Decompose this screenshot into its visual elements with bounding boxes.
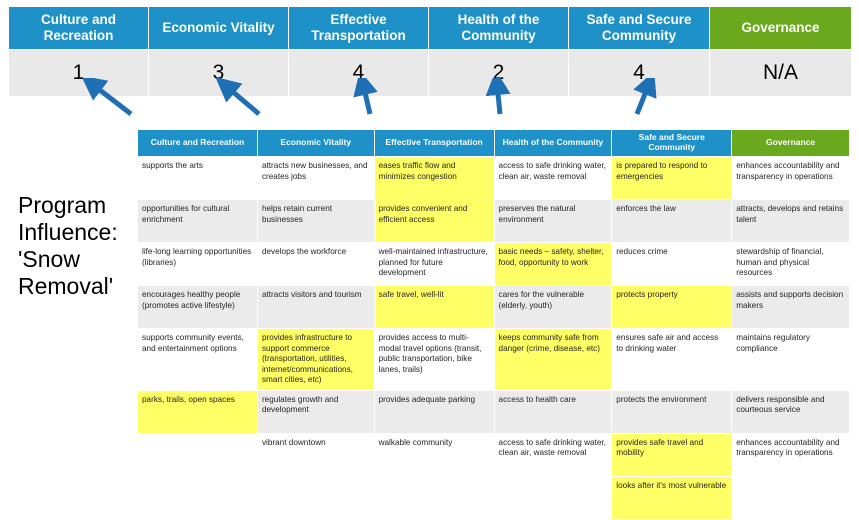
matrix-header-economic-vitality: Economic Vitality <box>257 130 374 157</box>
matrix-cell: keeps community safe from danger (crime, disease, etc) <box>494 329 612 391</box>
matrix-cell: access to safe drinking water, clean air, waste removal <box>494 433 612 476</box>
table-row <box>138 286 850 329</box>
table-row <box>138 329 850 391</box>
outcomes-matrix-panel <box>137 129 850 520</box>
matrix-cell: regulates growth and development <box>257 390 374 433</box>
matrix-cell: well-maintained infrastructure, planned for future development <box>374 243 494 286</box>
matrix-cell-empty <box>732 476 850 519</box>
table-row <box>138 390 850 433</box>
table-row <box>138 243 850 286</box>
outcomes-matrix-table <box>137 129 850 520</box>
caption-line-3: 'Snow <box>18 246 80 273</box>
table-row <box>138 433 850 476</box>
matrix-cell: provides safe travel and mobility <box>612 433 732 476</box>
matrix-header-row <box>138 130 850 157</box>
matrix-cell-empty <box>138 476 258 519</box>
program-influence-caption <box>18 192 133 301</box>
matrix-cell-empty <box>257 476 374 519</box>
matrix-cell: parks, trails, open spaces <box>138 390 258 433</box>
score-header-culture-and-recreation: Culture and Recreation <box>9 7 149 50</box>
matrix-cell: opportunities for cultural enrichment <box>138 200 258 243</box>
matrix-cell: helps retain current businesses <box>257 200 374 243</box>
matrix-header-governance: Governance <box>732 130 850 157</box>
matrix-cell: attracts new businesses, and creates jobs <box>257 157 374 200</box>
score-header-governance: Governance <box>710 7 852 50</box>
matrix-cell: provides infrastructure to support commerce (transportation, utilities, internet/communications, smart cities, etc) <box>257 329 374 391</box>
matrix-header-safe-and-secure-community: Safe and Secure Community <box>612 130 732 157</box>
matrix-cell: preserves the natural environment <box>494 200 612 243</box>
score-value-health-of-the-community: 2 <box>429 50 569 97</box>
score-header-row <box>9 7 852 50</box>
matrix-cell: is prepared to respond to emergencies <box>612 157 732 200</box>
matrix-cell: life-long learning opportunities (libraries) <box>138 243 258 286</box>
matrix-cell: attracts, develops and retains talent <box>732 200 850 243</box>
matrix-cell: vibrant downtown <box>257 433 374 476</box>
matrix-cell: enhances accountability and transparency in operations <box>732 157 850 200</box>
score-header-health-of-the-community: Health of the Community <box>429 7 569 50</box>
matrix-cell: develops the workforce <box>257 243 374 286</box>
matrix-cell: supports the arts <box>138 157 258 200</box>
matrix-cell-empty <box>138 433 258 476</box>
matrix-cell: provides access to multi-modal travel options (transit, public transportation, bike lanes, trails) <box>374 329 494 391</box>
score-value-culture-and-recreation: 1 <box>9 50 149 97</box>
matrix-cell-empty <box>374 476 494 519</box>
score-value-safe-and-secure-community: 4 <box>569 50 710 97</box>
matrix-cell: protects the environment <box>612 390 732 433</box>
matrix-cell: safe travel, well-lit <box>374 286 494 329</box>
matrix-cell: protects property <box>612 286 732 329</box>
caption-line-2: Influence: <box>18 219 118 246</box>
score-value-effective-transportation: 4 <box>289 50 429 97</box>
matrix-cell: basic needs – safety, shelter, food, opportunity to work <box>494 243 612 286</box>
matrix-cell: reduces crime <box>612 243 732 286</box>
matrix-cell: cares for the vulnerable (elderly, youth) <box>494 286 612 329</box>
score-summary-panel <box>8 6 851 97</box>
table-row <box>138 157 850 200</box>
score-header-effective-transportation: Effective Transportation <box>289 7 429 50</box>
score-value-governance: N/A <box>710 50 852 97</box>
matrix-cell: encourages healthy people (promotes active lifestyle) <box>138 286 258 329</box>
matrix-cell: eases traffic flow and minimizes congestion <box>374 157 494 200</box>
matrix-cell: provides adequate parking <box>374 390 494 433</box>
matrix-cell: walkable community <box>374 433 494 476</box>
score-header-safe-and-secure-community: Safe and Secure Community <box>569 7 710 50</box>
caption-line-4: Removal' <box>18 273 114 300</box>
matrix-cell: assists and supports decision makers <box>732 286 850 329</box>
matrix-header-health-of-the-community: Health of the Community <box>494 130 612 157</box>
matrix-cell: delivers responsible and courteous service <box>732 390 850 433</box>
matrix-cell: maintains regulatory compliance <box>732 329 850 391</box>
matrix-header-effective-transportation: Effective Transportation <box>374 130 494 157</box>
matrix-cell: access to safe drinking water, clean air, waste removal <box>494 157 612 200</box>
table-row <box>138 476 850 519</box>
caption-line-1: Program <box>18 192 107 218</box>
table-row <box>138 200 850 243</box>
matrix-cell: stewardship of financial, human and physical resources <box>732 243 850 286</box>
matrix-cell: enforces the law <box>612 200 732 243</box>
matrix-cell: attracts visitors and tourism <box>257 286 374 329</box>
score-header-economic-vitality: Economic Vitality <box>149 7 289 50</box>
matrix-cell: looks after it's most vulnerable <box>612 476 732 519</box>
matrix-cell: supports community events, and entertainment options <box>138 329 258 391</box>
matrix-cell-empty <box>494 476 612 519</box>
matrix-cell: ensures safe air and access to drinking water <box>612 329 732 391</box>
matrix-header-culture-and-recreation: Culture and Recreation <box>138 130 258 157</box>
matrix-cell: access to health care <box>494 390 612 433</box>
score-value-row <box>9 50 852 97</box>
matrix-cell: enhances accountability and transparency in operations <box>732 433 850 476</box>
score-summary-table <box>8 6 852 97</box>
score-value-economic-vitality: 3 <box>149 50 289 97</box>
matrix-cell: provides convenient and efficient access <box>374 200 494 243</box>
